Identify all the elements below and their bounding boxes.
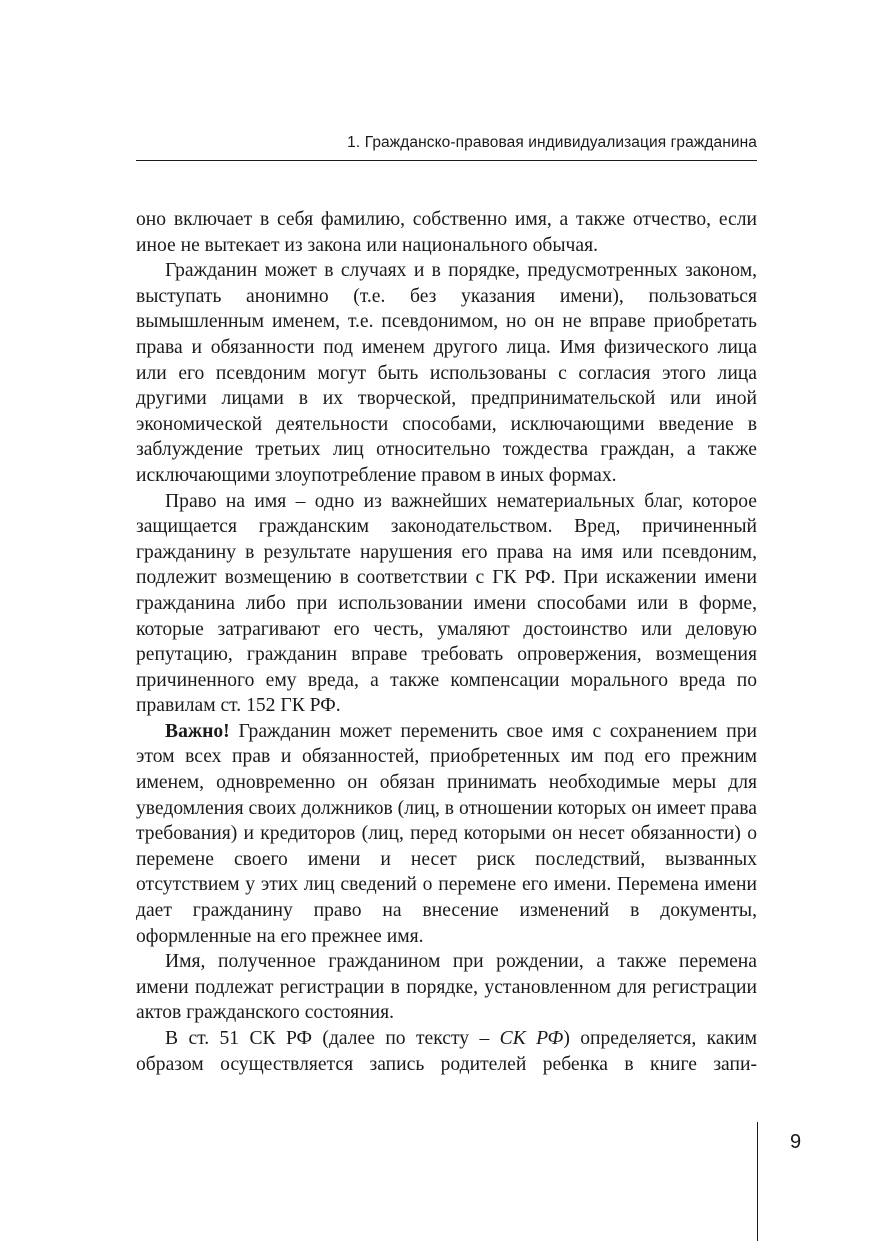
paragraph-1: оно включает в себя фамилию, собственно имя, а также отчество, если иное не вытекает из закона или национального обычая. <box>136 209 757 256</box>
header-rule <box>136 160 757 161</box>
paragraph-6-text-a: В ст. 51 СК РФ (далее по тексту – <box>165 1028 500 1049</box>
paragraph-5: Имя, полученное гражданином при рождении, а также перемена имени подлежат регистрации в порядке, установленном для регистрации актов гражданского состояния. <box>136 951 757 1024</box>
abbreviation-italic: СК РФ <box>499 1028 564 1049</box>
paragraph-4-text: Гражданин может переменить свое имя с сохранением при этом всех прав и обязанностей, приобретенных им под его прежним именем, одновременно он обязан принимать необходимые меры для уведомления своих должников (лиц, в отношении которых он имеет права требования) и кредиторов (лиц, перед которыми он несет обязанности) о перемене своего имени и несет риск последствий, вызванных отсутствием у этих лиц сведений о перемене его имени. Перемена имени дает гражданину право на внесение изменений в документы, оформленные на его прежнее имя. <box>136 720 757 947</box>
paragraph-4 <box>136 719 757 949</box>
paragraph-6 <box>136 1026 757 1077</box>
page-number-rule <box>757 1122 758 1241</box>
paragraph-6-text-b: ) определяется, каким образом осуществляется запись родителей ребенка в книге запи- <box>136 1028 757 1075</box>
paragraph-3: Право на имя – одно из важнейших нематериальных благ, которое защищается гражданским законодательством. Вред, причиненный гражданину в результате нарушения его права на имя или псевдоним, подлежит возмещению в соответствии с ГК РФ. При искажении имени гражданина либо при использовании имени способами или в форме, которые затрагивают его честь, умаляют достоинство или деловую репутацию, гражданин вправе требовать опровержения, возмещения причиненного ему вреда, а также компенсации морального вреда по правилам ст. 152 ГК РФ. <box>136 490 757 717</box>
page-number: 9 <box>790 1131 802 1153</box>
important-label: Важно! <box>165 720 230 742</box>
paragraph-2: Гражданин может в случаях и в порядке, предусмотренных законом, выступать анонимно (т.е. без указания имени), пользоваться вымышленным именем, т.е. псевдонимом, но он не вправе приобретать права и обязанности под именем другого лица. Имя физического лица или его псевдоним могут быть использованы с согласия этого лица другими лицами в их творческой, предпринимательской или иной экономической деятельности способами, исключающими введение в заблуждение третьих лиц относительно тождества граждан, а также исключающими злоупотребление правом в иных формах. <box>136 260 757 486</box>
body-text <box>136 207 757 1077</box>
running-header: 1. Гражданско-правовая индивидуализация гражданина <box>347 134 757 151</box>
